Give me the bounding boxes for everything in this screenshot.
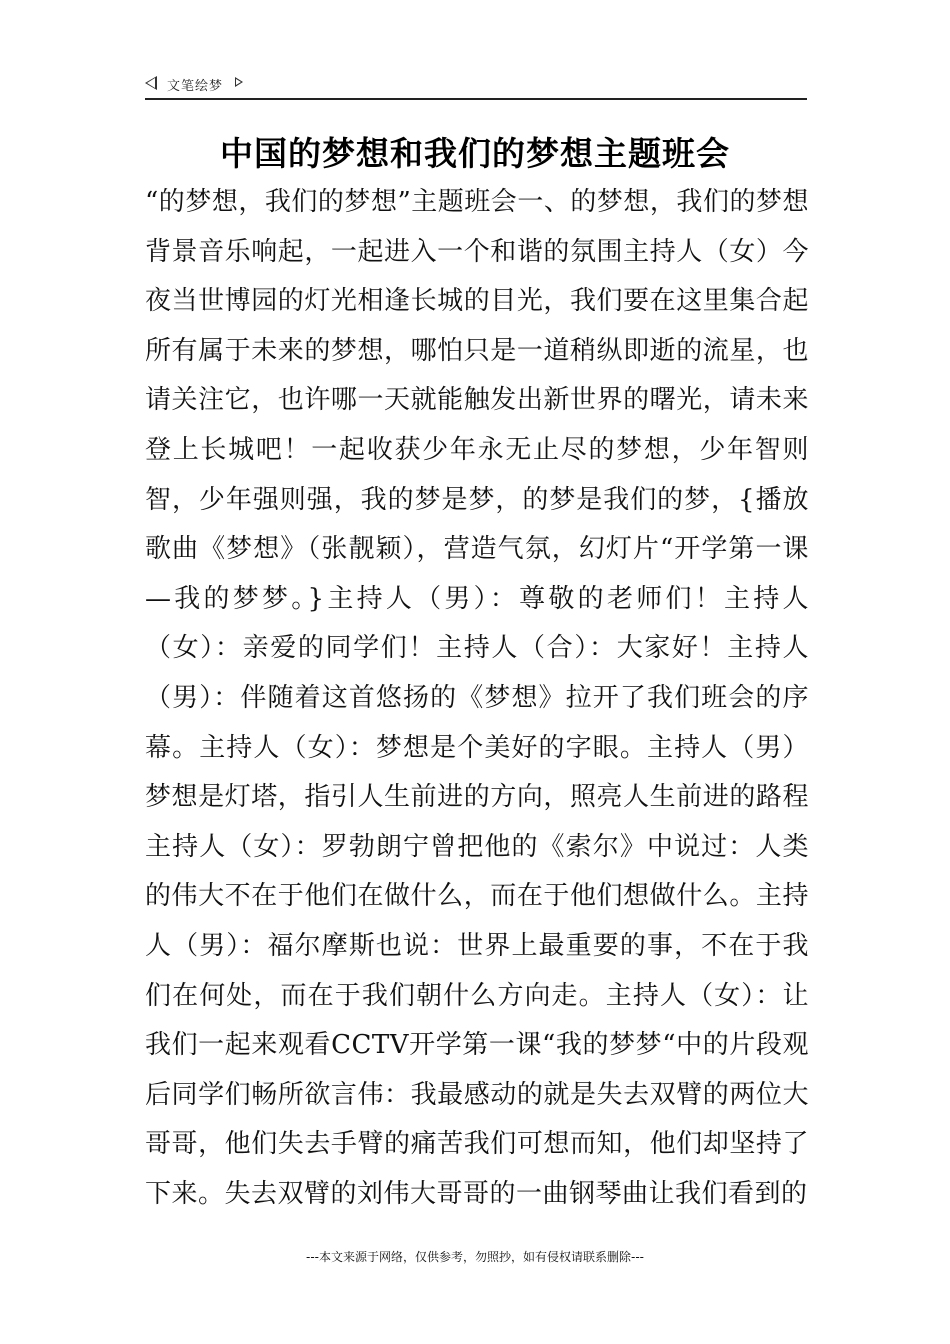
triangle-left-icon xyxy=(145,76,157,90)
document-title: 中国的梦想和我们的梦想主题班会 xyxy=(220,134,730,173)
triangle-right-icon xyxy=(235,77,243,87)
footer-disclaimer: ---本文来源于网络，仅供参考，勿照抄，如有侵权请联系删除--- xyxy=(306,1250,644,1264)
header-brand: 文笔绘梦 xyxy=(167,79,224,94)
document-body: “的梦想，我们的梦想”主题班会一、的梦想，我们的梦想背景音乐响起，一起进入一个和谐的氛围主持人（女）今夜当世博园的灯光相逢长城的目光，我们要在这里集合起所有属于未来的梦想，哪怕只是一道稍纵即逝的流星，也请关注它，也许哪一天就能触发出新世界的曙光，请未来登上长城吧！一起收获少年永无止尽的梦想，少年智则智，少年强则强，我的梦是梦，的梦是我们的梦，{播放歌曲《梦想》（张靓颖），营造气氛，幻灯片“开学第一课—我的梦梦。}主持人（男）：尊敬的老师们！主持人（女）：亲爱的同学们！主持人（合）：大家好！主持人（男）：伴随着这首悠扬的《梦想》拉开了我们班会的序幕。主持人（女）：梦想是个美好的字眼。主持人（男）梦想是灯塔，指引人生前进的方向，照亮人生前进的路程主持人（女）：罗勃朗宁曾把他的《索尔》中说过：人类的伟大不在于他们在做什么，而在于他们想做什么。主持人（男）：福尔摩斯也说：世界上最重要的事，不在于我们在何处，而在于我们朝什么方向走。主持人（女）：让我们一起来观看CCTV开学第一课“我的梦梦“中的片段观后同学们畅所欲言伟：我最感动的就是失去双臂的两位大哥哥，他们失去手臂的痛苦我们可想而知，他们却坚持了下来。失去双臂的刘伟大哥哥的一曲钢琴曲让我们看到的 xyxy=(145,187,809,1209)
page-header xyxy=(145,70,807,100)
